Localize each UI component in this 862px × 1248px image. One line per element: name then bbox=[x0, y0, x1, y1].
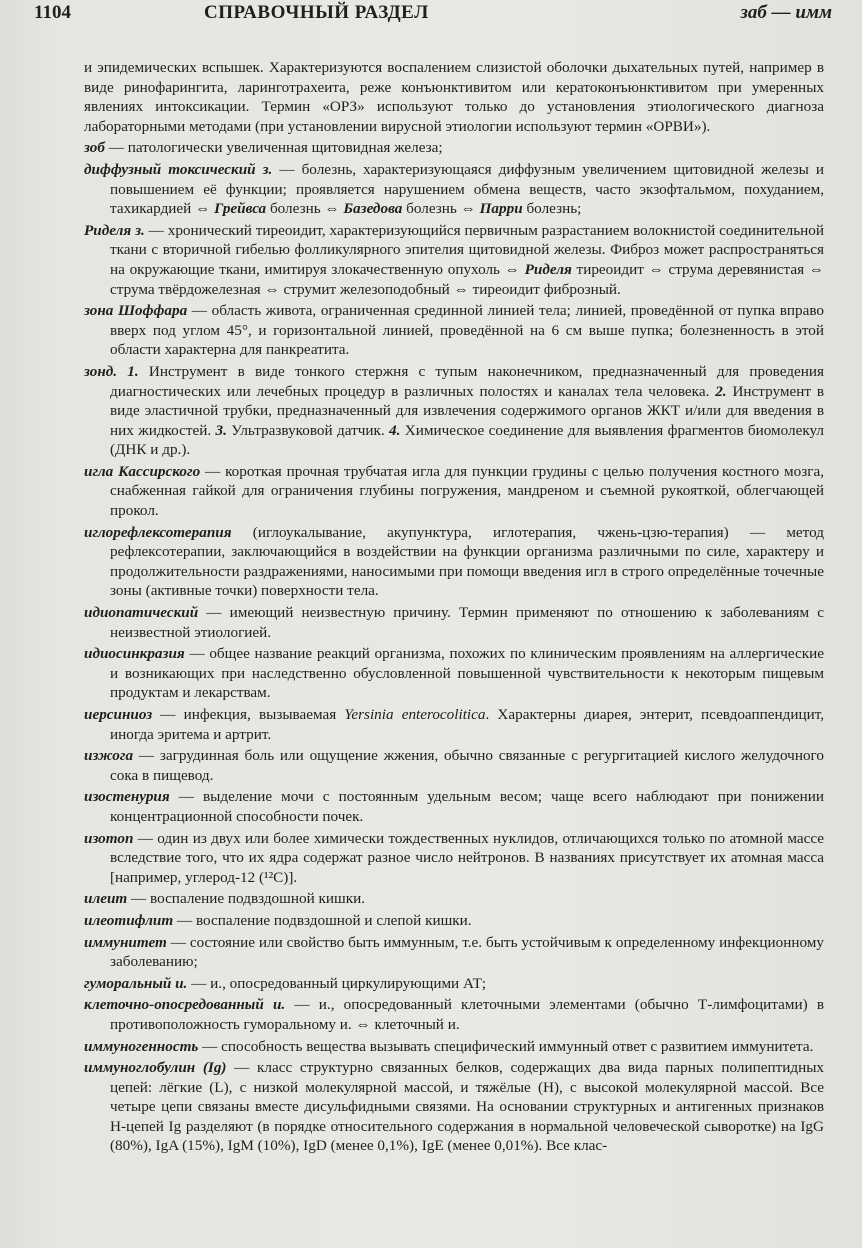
entry-term: клеточно-опосредованный и. bbox=[84, 996, 286, 1014]
section-title: СПРАВОЧНЫЙ РАЗДЕЛ bbox=[204, 2, 429, 23]
running-header bbox=[34, 2, 832, 30]
entry-term: изжога bbox=[84, 747, 134, 765]
entry-term: гуморальный и. bbox=[84, 974, 188, 992]
entry-ileotiflit: илеотифлит — воспаление подвздошной и слепой кишки. bbox=[84, 911, 472, 929]
entry-term: илеотифлит bbox=[84, 911, 174, 929]
subentry-zob-riedel: Риделя з. — хронический тиреоидит, характеризующийся первичным разрастанием волокнистой соединительной ткани с вторичной гибелью фолликулярного эпителия щитовидной железы. Фиброз может распространяться на окружающие ткани, имитируя злокачественную опухоль ⇔ Риделя тиреоидит ⇔ струма деревянистая ⇔ струма твёрдожелезная ⇔ струмит железоподобный ⇔ тиреоидит фиброзный. bbox=[84, 221, 825, 298]
entry-zond: зонд. 1. Инструмент в виде тонкого стержня с тупым наконечником, предназначенный для проведения диагностических или лечебных процедур в различных полостях и каналах тела человека. 2. Инструмент в виде эластичной трубки, предназначенный для извлечения содержимого органов ЖКТ и/или для введения в них жидкостей. 3. Ультразвуковой датчик. 4. Химическое соединение для выявления фрагментов биомолекул (ДНК и др.). bbox=[84, 362, 825, 459]
entry-term: иммуноглобулин (Ig) bbox=[84, 1059, 227, 1077]
entry-immunitet: иммунитет — состояние или свойство быть иммунным, т.е. быть устойчивым к определенному инфекционному заболеванию; bbox=[84, 933, 824, 971]
entry-term: изостенурия bbox=[84, 788, 170, 806]
entry-ileit: илеит — воспаление подвздошной кишки. bbox=[84, 890, 365, 908]
entry-term: идиопатический bbox=[84, 604, 199, 622]
entry-zob: зоб — патологически увеличенная щитовидная железа; bbox=[84, 139, 443, 157]
entry-term: илеит bbox=[84, 890, 128, 908]
entry-term: иммунитет bbox=[84, 933, 167, 951]
entry-iersinioz: иерсиниоз — инфекция, вызываемая Yersinia enterocolitica. Характерны диарея, энтерит, псевдоаппендицит, иногда эритема и артрит. bbox=[84, 706, 824, 743]
entry-idiosinkraziya: идиосинкразия — общее название реакций организма, похожих по клиническим проявлениям на аллергические и возникающих при наследственно обусловленной повышенной чувствительности к некоторым пищевым продуктам и лекарствам. bbox=[84, 645, 824, 702]
entry-izzhoga: изжога — загрудинная боль или ощущение жжения, обычно связанные с регургитацией кислого желудочного сока в пищевод. bbox=[84, 747, 824, 784]
entry-term: иммуногенность bbox=[84, 1037, 199, 1055]
entry-term: иерсиниоз bbox=[84, 706, 153, 723]
entry-term: зоб bbox=[84, 139, 105, 157]
subentry-zob-diffuse: диффузный токсический з. — болезнь, характеризующаяся диффузным увеличением щитовидной железы и повышением её функции; проявляется нарушением обмена веществ, часто экзофтальмом, похуданием, тахикардией ⇔ Грейвса болезнь ⇔ Базедова болезнь ⇔ Парри болезнь; bbox=[84, 160, 824, 218]
entry-term: изотоп bbox=[84, 829, 134, 847]
entry-igla: игла Кассирского — короткая прочная трубчатая игла для пункции грудины с целью получения костного мозга, снабженная гайкой для ограничения глубины погружения, мандреном и съемной рукояткой, облегчающей прокол. bbox=[84, 462, 825, 520]
entries-column bbox=[84, 58, 824, 1158]
subentry-immunitet-kletochnyy: клеточно-опосредованный и. — и., опосредованный клеточными элементами (обычно Т-лимфоцитами) в противоположность гуморальному и. ⇔ клеточный и. bbox=[84, 996, 824, 1033]
entry-iglorefleksoterapiya: иглорефлексотерапия (иглоукалывание, акупунктура, иглотерапия, чжень-цзю-терапия) — метод рефлексотерапии, заключающийся в воздействии на функции организма различными по силе, характеру и продолжительности раздражениями, наносимыми при помощи введения игл в строго определённые точечные зоны (активные точки) поверхности тела. bbox=[84, 523, 824, 600]
entry-zona: зона Шоффара — область живота, ограниченная срединной линией тела; линией, проведённой от пупка вправо вверх под углом 45°, и горизонтальной линией, проведённой на 6 см выше пупка; болезненность в этой области характерна для панкреатита. bbox=[84, 302, 824, 359]
entry-range: заб — имм bbox=[740, 2, 832, 23]
entry-term: зонд. bbox=[84, 362, 118, 380]
page-number: 1104 bbox=[34, 2, 71, 23]
entry-immunoglobulin: иммуноглобулин (Ig) — класс структурно связанных белков, содержащих два вида парных полипептидных цепей: лёгкие (L), с низкой молекулярной массой, и тяжёлые (H), с высокой молекулярной массой. Все четыре цепи связаны вместе дисульфидными связями. На основании структурных и антигенных признаков H-цепей Ig разделяют (в порядке относительного содержания в нормальной человеческой сыворотке) на IgG (80%), IgA (15%), IgM (10%), IgD (менее 0,1%), IgE (менее 0,01%). Все клас- bbox=[84, 1059, 824, 1155]
subentry-immunitet-gumoralnyy: гуморальный и. — и., опосредованный циркулирующими АТ; bbox=[84, 974, 487, 992]
entry-term: Риделя з. bbox=[84, 221, 145, 239]
entry-term: диффузный токсический з. bbox=[84, 160, 273, 178]
entry-continuation: и эпидемических вспышек. Характеризуются воспалением слизистой оболочки дыхательных путей, например в виде ринофарингита, ларинготрахеита, реже конъюнктивитом или кератоконъюнктивитом при умеренных явлениях интоксикации. Термин «ОРЗ» используют только до установления этиологического диагноза лабораторными методами (при установлении вирусной этиологии используют термин «ОРВИ»). bbox=[84, 59, 824, 135]
entry-term: игла Кассирского bbox=[84, 462, 201, 480]
entry-term: идиосинкразия bbox=[84, 645, 185, 663]
entry-term: зона Шоффара bbox=[84, 302, 188, 320]
entry-idiopaticheskiy: идиопатический — имеющий неизвестную причину. Термин применяют по отношению к заболеваниям с неизвестной этиологией. bbox=[84, 604, 824, 641]
entry-izotop: изотоп — один из двух или более химически тождественных нуклидов, отличающихся только по атомной массе вследствие того, что их ядра содержат разное число нейтронов. В названиях присутствует их атомная масса [например, углерод-12 (¹²С)]. bbox=[84, 829, 824, 886]
entry-immunogennost: иммуногенность — способность вещества вызывать специфический иммунный ответ с развитием иммунитета. bbox=[84, 1037, 814, 1055]
entry-term: иглорефлексотерапия bbox=[84, 523, 232, 541]
entry-izostenuriya: изостенурия — выделение мочи с постоянным удельным весом; чаще всего наблюдают при понижении концентрационной способности почек. bbox=[84, 788, 824, 825]
